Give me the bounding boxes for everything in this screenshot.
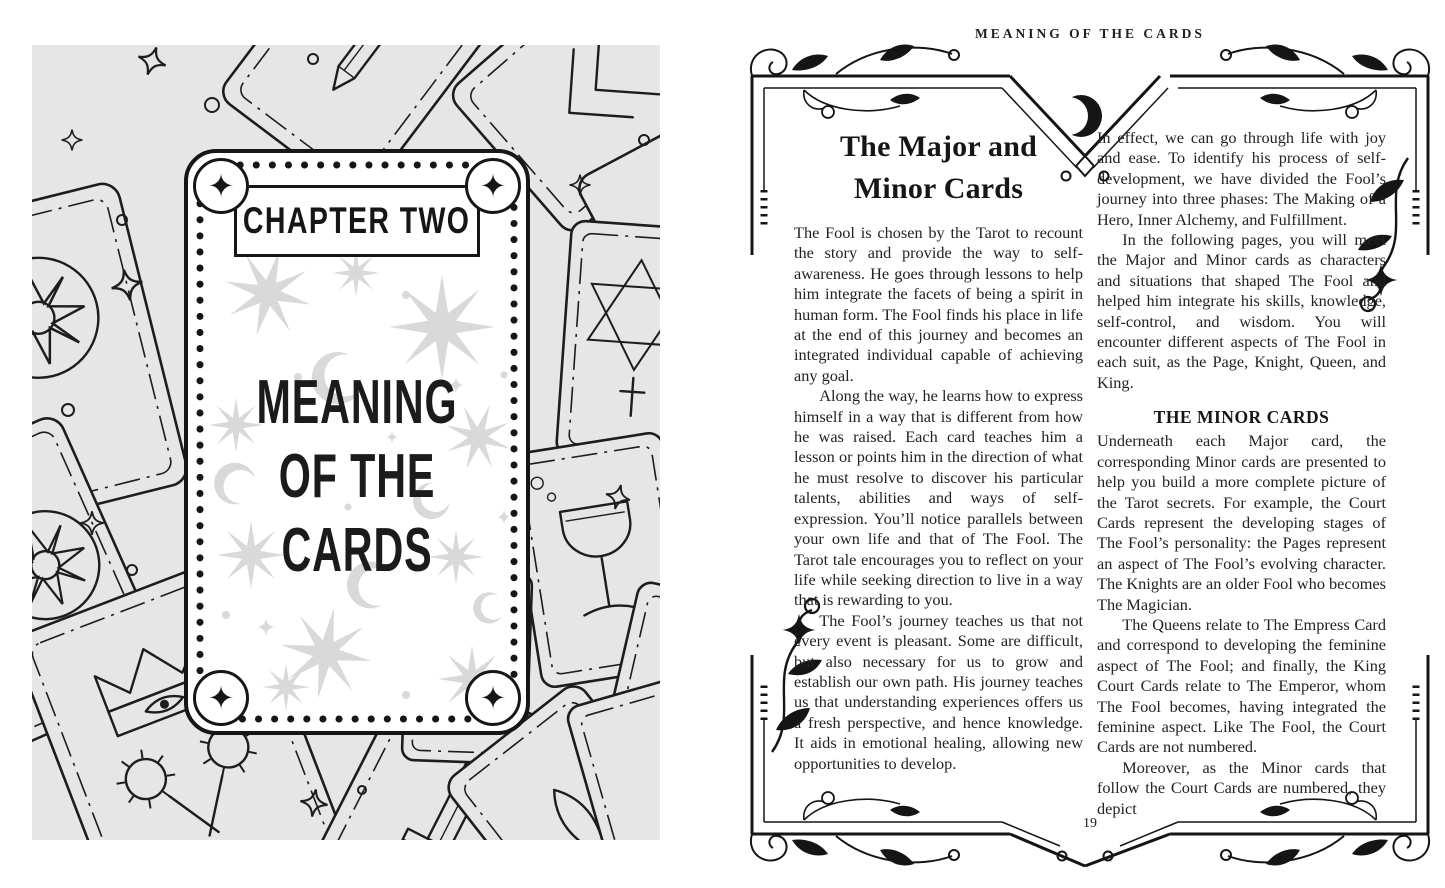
paragraph: Along the way, he learns how to express himself in a way that is different from how he was raised. Each card teaches him a lesson or points him in the direction of what he must resolve to discover his particular talents, abilities and ways of self-expression. You’ll notice parallels between your own life and that of The Fool. The Tarot tale encourages you to reflect on your life while seeking direction to live in a way that is rewarding to you. <box>794 386 1083 610</box>
chapter-title-line: MEANING <box>256 367 458 437</box>
paragraph: The Fool’s journey teaches us that not every event is pleasant. Some are difficult, but also necessary for us to grow and establish our own path. His journey teaches us that understanding experiences offers us a fresh perspective, and hence knowledge. It aids in emotional healing, allowing new opportunities to develop. <box>794 610 1083 773</box>
chapter-card <box>184 149 530 735</box>
chapter-title-line: OF THE <box>278 441 436 511</box>
section-heading: THE MINOR CARDS <box>1153 407 1330 428</box>
chapter-label: CHAPTER TWO <box>243 199 471 242</box>
chapter-title-line: CARDS <box>281 515 433 585</box>
paragraph: In effect, we can go through life with joy and ease. To identify his process of self-development, we have divided the Fool’s journey into three phases: The Making of a Hero, Inner Alchemy, and Fulfillment. <box>1097 128 1386 229</box>
article-title-line: Minor Cards <box>853 172 1024 205</box>
four-point-star-icon: ✦ <box>193 670 249 726</box>
paragraph: The Fool is chosen by the Tarot to recount the story and provide the way to self-awareness. He goes through lessons to help him integrate the facets of being a spirit in human form. The Fool finds his place in life at the end of this journey and becomes an integrated individual capable of achieving any goal. <box>794 223 1083 385</box>
article-title-line: The Major and <box>839 130 1038 163</box>
paragraph: Underneath each Major card, the corresponding Minor cards are presented to help you build a more complete picture of the Tarot secrets. For example, the Court Cards represent the developing stages of The Fool’s personality: the Pages represent an aspect of The Fool’s evolving character. The Knights are an older Fool who becomes The Magician. <box>1097 431 1386 614</box>
paragraph: The Queens relate to The Empress Card and correspond to developing the feminine aspect of The Fool; and finally, the King Court Cards relate to The Emperor, whom The Fool becomes, having integrated the feminine aspect. Like The Fool, the Court Cards are not numbered. <box>1097 614 1386 757</box>
chapter-opener-page <box>32 45 660 840</box>
four-point-star-icon: ✦ <box>465 158 521 214</box>
four-point-star-icon: ✦ <box>465 670 521 726</box>
article-title <box>794 126 1083 210</box>
page-number: 19 <box>1083 816 1097 831</box>
chapter-title <box>188 365 526 587</box>
four-point-star-icon: ✦ <box>193 158 249 214</box>
paragraph: In the following pages, you will meet the Major and Minor cards as characters and situations that shaped The Fool and helped him integrate his skills, knowledge, self-control, and wisdom. You will encounter different aspects of The Fool in each suit, as the Page, Knight, Queen, and King. <box>1097 230 1386 392</box>
running-head: MEANING OF THE CARDS <box>975 26 1205 41</box>
chapter-banner <box>234 185 480 257</box>
paragraph: Moreover, as the Minor cards that follow the Court Cards are numbered, they depict <box>1097 757 1386 818</box>
article-left-column <box>794 126 1083 774</box>
article-right-column <box>1097 128 1386 819</box>
